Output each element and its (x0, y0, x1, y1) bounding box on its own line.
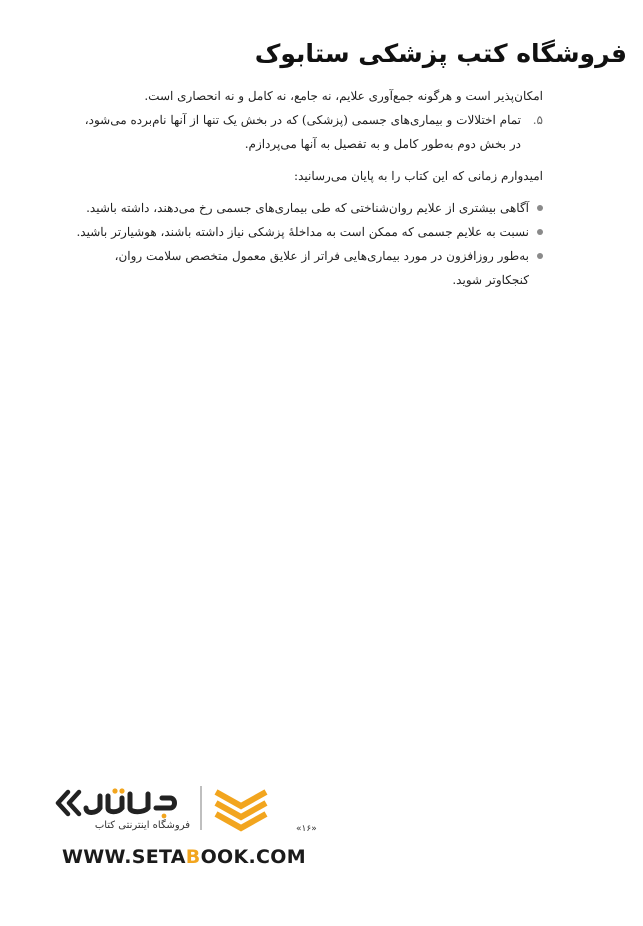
chevron-stack-icon (212, 788, 270, 834)
list-item (73, 196, 543, 220)
bullet-icon (537, 205, 543, 211)
url-prefix: WWW.SETA (62, 846, 186, 868)
bullet-list (73, 196, 543, 292)
url-accent-letter: B (185, 846, 201, 868)
intro-line: امیدوارم زمانی که این کتاب را به پایان می‌رسانید: (294, 169, 543, 183)
item-line: در بخش دوم به‌طور کامل و به تفصیل به آنها می‌پردازم. (244, 137, 521, 151)
list-item-text: کنجکاوتر شوید. (452, 273, 529, 287)
setabook-logo[interactable] (52, 780, 272, 840)
list-item (73, 244, 543, 292)
list-item-text: نسبت به علایم جسمی که ممکن است به مداخلهٔ پزشکی نیاز داشته باشند، هوشیارتر باشید. (76, 225, 529, 239)
logo-divider (200, 786, 202, 830)
bullet-icon (537, 253, 543, 259)
website-url-link[interactable] (62, 846, 306, 868)
item-line: تمام اختلالات و بیماری‌های جسمی (پزشکی) که در بخش یک تنها از آنها نام‌برده می‌شود، (84, 113, 521, 127)
body-text (73, 84, 543, 292)
item-number: ۵. (532, 113, 543, 127)
list-item-text: آگاهی بیشتری از علایم روان‌شناختی که طی بیماری‌های جسمی رخ می‌دهند، داشته باشید. (86, 201, 529, 215)
numbered-item-5 (73, 108, 543, 156)
bullet-icon (537, 229, 543, 235)
page-number: «۱۶» (296, 824, 317, 834)
continuation-line: امکان‌پذیر است و هرگونه جمع‌آوری علایم، نه جامع، نه کامل و نه انحصاری است. (144, 89, 543, 103)
numbered-item-body (73, 108, 521, 156)
logo-subtitle: فروشگاه اینترنتی کتاب (94, 820, 190, 831)
page-title: فروشگاه کتب پزشکی ستابوک (254, 39, 627, 68)
list-item-text: به‌طور روزافزون در مورد بیماری‌هایی فراتر از علایق معمول متخصص سلامت روان، (114, 249, 529, 263)
url-suffix: OOK.COM (200, 846, 306, 868)
list-item (73, 220, 543, 244)
setabook-wordmark-icon (52, 786, 192, 820)
